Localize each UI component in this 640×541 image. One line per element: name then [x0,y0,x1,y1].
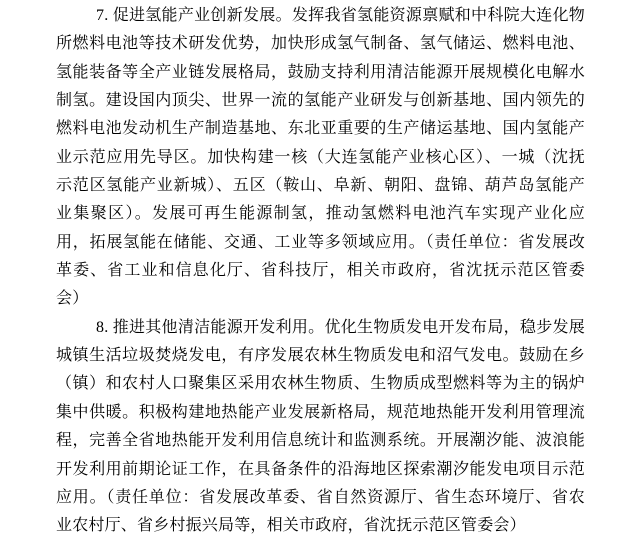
paragraph-item-7 [56,2,585,314]
text-line: 燃料电池发动机生产制造基地、东北亚重要的生产储运基地、国内氢能产 [56,120,585,138]
text-line: 程，完善全省地热能开发利用信息统计和监测系统。开展潮汐能、波浪能 [56,432,585,450]
paragraph-item-8 [56,314,585,541]
text-line: 革委、省工业和信息化厅、省科技厅，相关市政府，省沈抚示范区管委 [56,262,585,280]
text-line: 应用。（责任单位：省发展改革委、省自然资源厅、省生态环境厅、省农 [56,488,585,506]
text-line: 会） [56,290,89,308]
text-line: 8. 推进其他清洁能源开发利用。优化生物质发电开发布局，稳步发展 [96,318,585,336]
text-line: 业集聚区）。发展可再生能源制氢，推动氢燃料电池汽车实现产业化应 [56,205,585,223]
text-line: 示范区氢能产业新城）、五区（鞍山、阜新、朝阳、盘锦、葫芦岛氢能产 [56,177,585,195]
text-line: 所燃料电池等技术研发优势，加快形成氢气制备、氢气储运、燃料电池、 [56,35,585,53]
text-line: 业农村厅、省乡村振兴局等，相关市政府，省沈抚示范区管委会） [56,517,526,535]
text-line: 7. 促进氢能产业创新发展。发挥我省氢能资源禀赋和中科院大连化物 [96,7,585,24]
text-line: 制氢。建设国内顶尖、世界一流的氢能产业研发与创新基地、国内领先的 [56,92,585,110]
text-line: 用，拓展氢能在储能、交通、工业等多领域应用。（责任单位：省发展改 [56,233,585,251]
text-line: 氢能装备等全产业链发展格局，鼓励支持利用清洁能源开展规模化电解水 [56,63,585,81]
text-line: 城镇生活垃圾焚烧发电，有序发展农林生物质发电和沼气发电。鼓励在乡 [56,347,585,365]
text-line: 开发利用前期论证工作，在具备条件的沿海地区探索潮汐能发电项目示范 [56,460,585,478]
text-line: （镇）和农村人口聚集区采用农林生物质、生物质成型燃料等为主的锅炉 [56,375,585,393]
text-line: 集中供暖。积极构建地热能产业发展新格局，规范地热能开发利用管理流 [56,403,585,421]
text-line: 业示范应用先导区。加快构建一核（大连氢能产业核心区）、一城（沈抚 [56,148,585,166]
